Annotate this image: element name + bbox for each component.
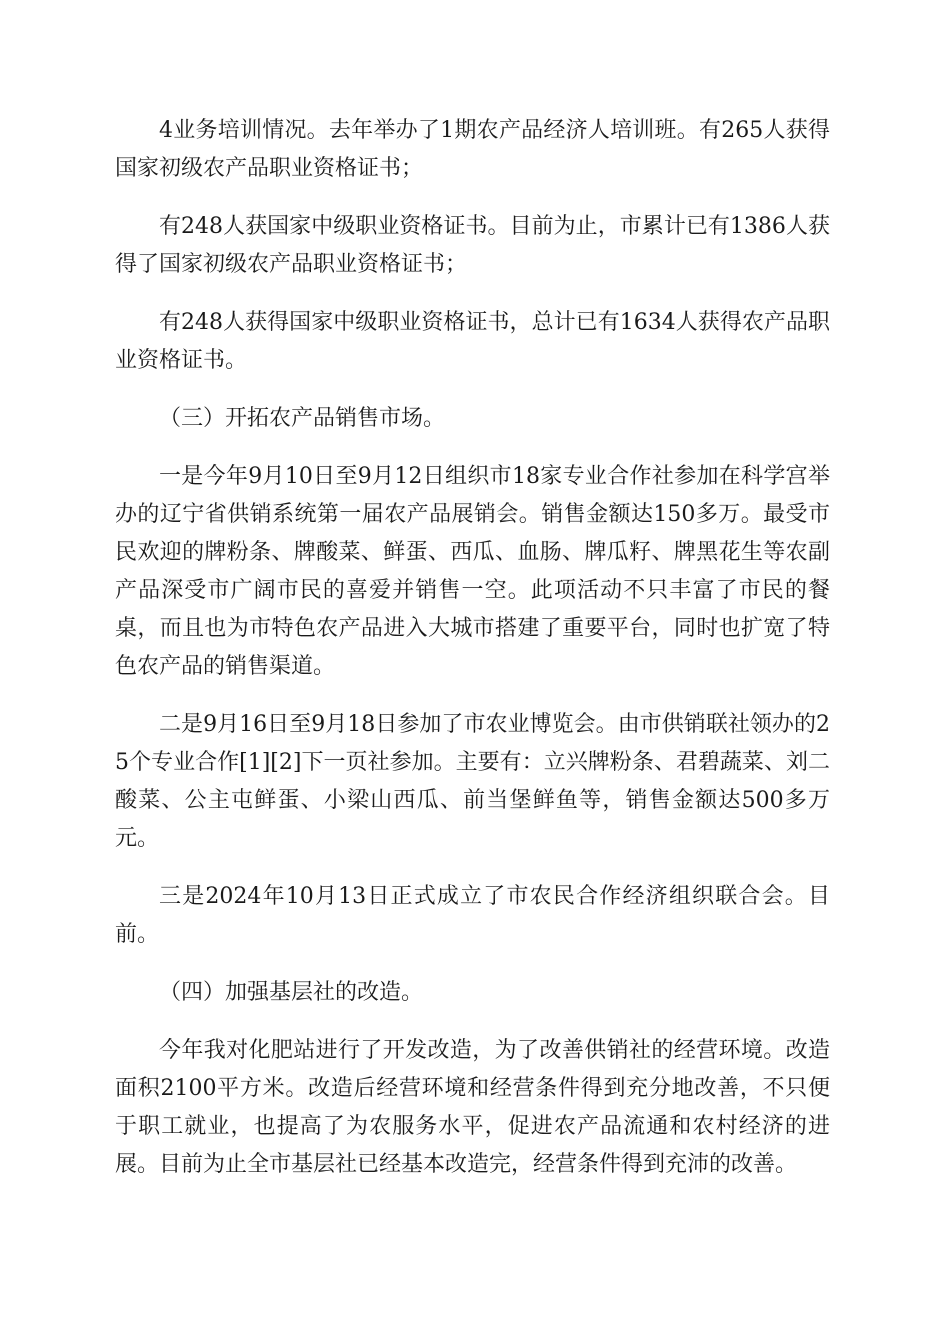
paragraph-total-certificates: 有248人获得国家中级职业资格证书，总计已有1634人获得农产品职业资格证书。 [115,310,830,373]
paragraph-expo-first: 一是今年9月10日至9月12日组织市18家专业合作社参加在科学宫举办的辽宁省供销系统第一届农产品展销会。销售金额达150多万。最受市民欢迎的牌粉条、牌酸菜、鲜蛋、西瓜、血肠、牌瓜籽、牌黑花生等农副产品深受市广阔市民的喜爱并销售一空。此项活动不只丰富了市民的餐桌，而且也为市特色农产品进入大城市搭建了重要平台，同时也扩宽了特色农产品的销售渠道。 [115,464,830,679]
paragraph-expo-second: 二是9月16日至9月18日参加了市农业博览会。由市供销联社领办的25个专业合作[1][2]下一页社参加。主要有：立兴牌粉条、君碧蔬菜、刘二酸菜、公主屯鲜蛋、小梁山西瓜、前当堡鲜鱼等，销售金额达500多万元。 [115,712,830,851]
paragraph-training: 4业务培训情况。去年举办了1期农产品经济人培训班。有265人获得国家初级农产品职业资格证书； [115,118,830,181]
paragraph-renovation: 今年我对化肥站进行了开发改造，为了改善供销社的经营环境。改造面积2100平方米。改造后经营环境和经营条件得到充分地改善，不只便于职工就业，也提高了为农服务水平，促进农产品流通和农村经济的进展。目前为止全市基层社已经基本改造完，经营条件得到充沛的改善。 [115,1038,830,1177]
document-page [115,112,830,1204]
paragraph-intermediate-certificates: 有248人获国家中级职业资格证书。目前为止，市累计已有1386人获得了国家初级农产品职业资格证书； [115,214,830,277]
paragraph-federation: 三是2024年10月13日正式成立了市农民合作经济组织联合会。目前。 [115,884,830,947]
section-heading-renovation: （四）加强基层社的改造。 [159,980,424,1005]
section-heading-market: （三）开拓农产品销售市场。 [159,406,446,431]
